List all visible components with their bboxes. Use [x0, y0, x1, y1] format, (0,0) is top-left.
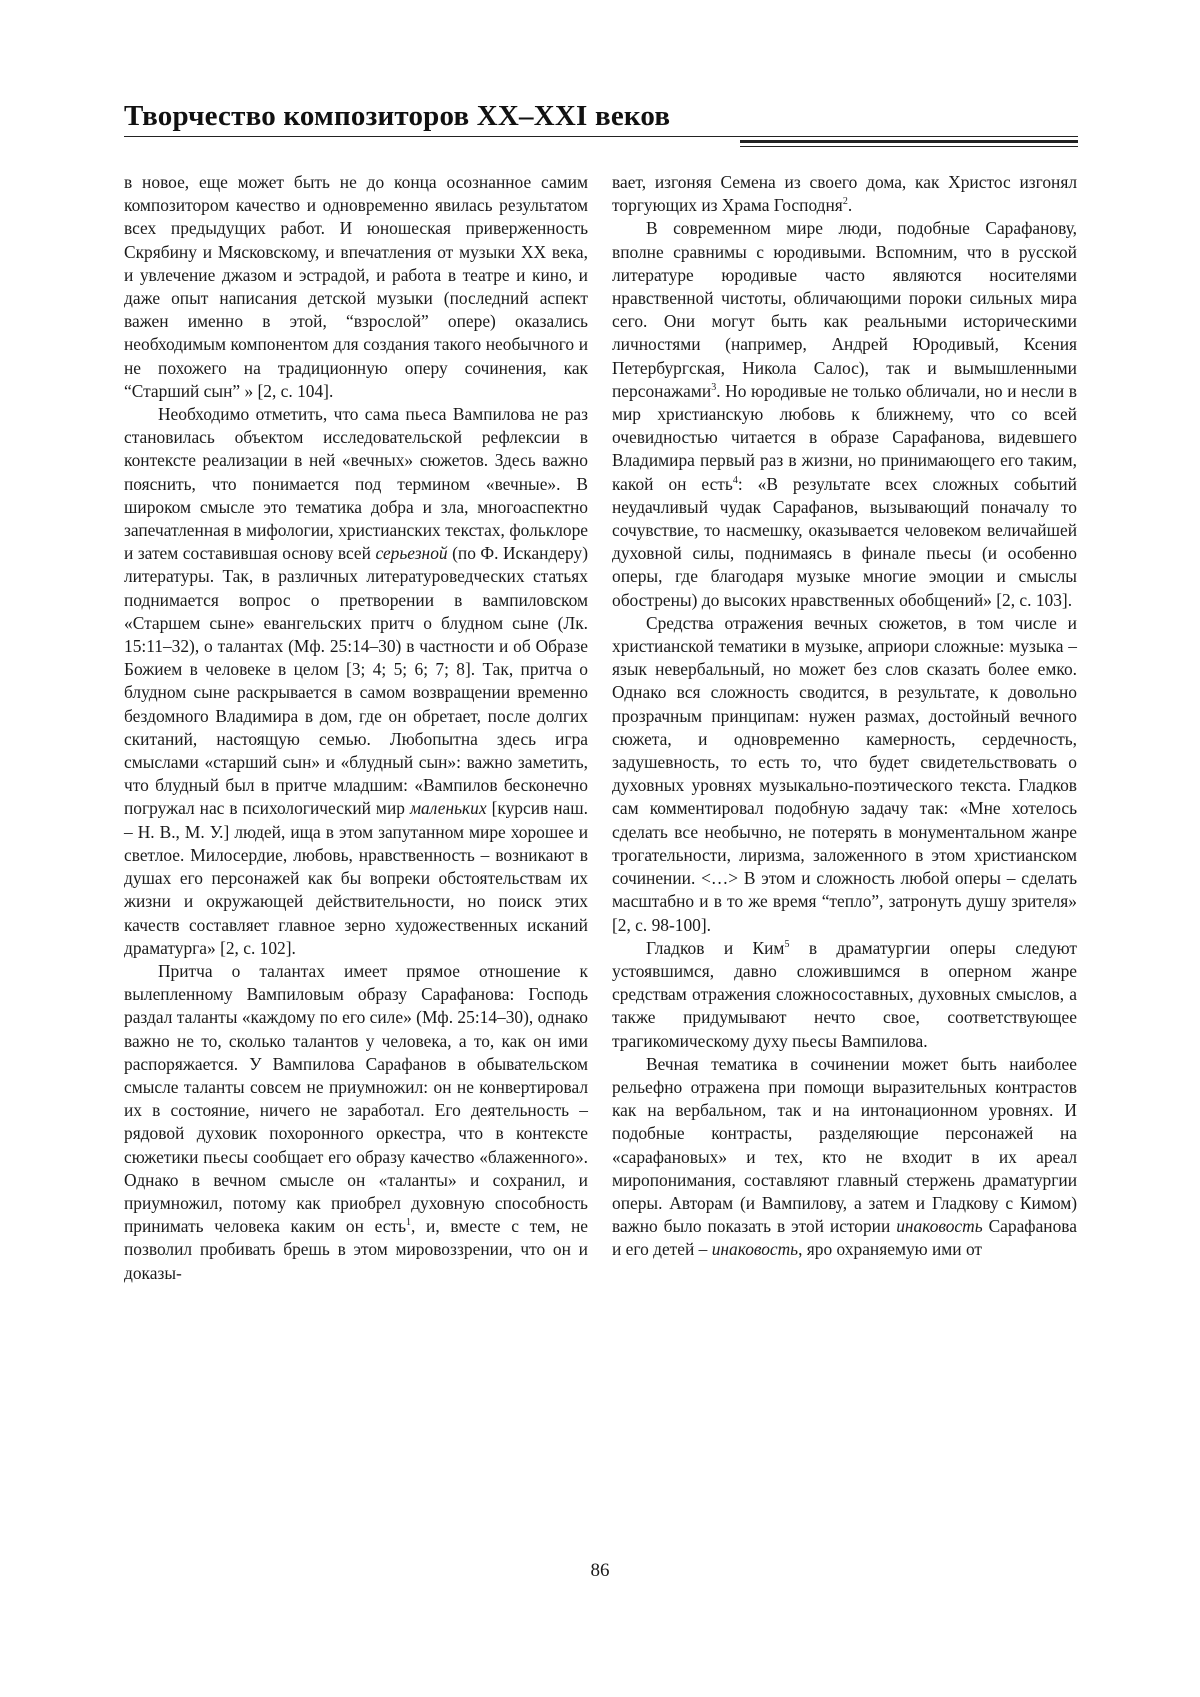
paragraph: в новое, еще может быть не до конца осознанное самим композитором качество и одновременно явилась результатом всех предыдущих работ. И юношеская приверженность Скрябину и Мясковскому, и впечатления от музыки XX века, и увлечение джазом и эстрадой, и работа в театре и кино, и даже опыт написания детской музыки (последний аспект важен именно в этой, “взрослой” опере) оказались необходимым компонентом для создания такого необычного и не похожего на традиционную оперу сочинения, как “Старший сын” » [2, с. 104]. — [124, 172, 588, 401]
footnote-marker: 2 — [842, 196, 848, 208]
paragraph: Вечная тематика в сочинении может быть наиболее рельефно отражена при помощи выразительных контрастов как на вербальном, так и на интонационном уровнях. И подобные контрасты, разделяющие персонажей на «сарафановых» и тех, кто не входит в их ареал миропонимания, составляют главный стержень драматургии оперы. Авторам (и Вампилову, а затем и Гладкову с Кимом) важно было показать в этой истории инаковость Сарафанова и его детей – инаковость, яро охраняемую ими от — [612, 1053, 1077, 1260]
italic-emphasis: серьезной — [375, 543, 448, 564]
right-column — [612, 171, 1077, 1262]
paragraph: Средства отражения вечных сюжетов, в том числе и христианской тематики в музыке, априори сложные: музыка – язык невербальный, но может без слов сказать более емко. Однако вся сложность сводится, в результате, к довольно прозрачным принципам: нужен размах, достойный вечного сюжета, и одновременно камерность, сердечность, задушевность, то есть то, что будет свидетельствовать о духовных уровнях музыкально-поэтического текста. Гладков сам комментировал подобную задачу так: «Мне хотелось сделать все необычно, не потерять в монументальном жанре трогательности, лиризма, заложенного в этом христианском сочинении. <…> В этом и сложность любой оперы – сделать масштабно и в то же время “тепло”, затронуть душу зрителя» [2, с. 98-100]. — [612, 612, 1077, 935]
footnote-marker: 5 — [784, 938, 790, 950]
footnote-marker: 3 — [711, 382, 717, 394]
paragraph: Притча о талантах имеет прямое отношение к вылепленному Вампиловым образу Сарафанова: Господь раздал таланты «каждому по его силе» (Мф. 25:14–30), однако важно не то, сколько талантов у человека, а то, как он ими распоряжается. У Вампилова Сарафанов в обывательском смысле таланты совсем не приумножил: он не конвертировал их в состояние, ничего не заработал. Его деятельность – рядовой духовик похоронного оркестра, что в контексте сюжетики пьесы сообщает его образу качество «блаженного». Однако в вечном смысле он «таланты» и сохранил, и приумножил, потому как приобрел духовную способность принимать человека каким он есть$^1$, и, вместе с тем, не позволил пробивать брешь в этом мировоззрении, что он и доказы- — [124, 960, 588, 1283]
footnote-marker: 1 — [406, 1217, 412, 1229]
paragraph: Необходимо отметить, что сама пьеса Вампилова не раз становилась объектом исследовательской рефлексии в контексте реализации в ней «вечных» сюжетов. Здесь важно пояснить, что понимается под термином «вечные». В широком смысле это тематика добра и зла, многоаспектно запечатленная в мифологии, христианских текстах, фольклоре и затем составившая основу всей серьезной (по Ф. Искандеру) литературы. Так, в различных литературоведческих статьях поднимается вопрос о претворении в вампиловском «Старшем сыне» евангельских притч о блудном сыне (Лк. 15:11–32), о талантах (Мф. 25:14–30) в частности и об Образе Божием в человеке в целом [3; 4; 5; 6; 7; 8]. Так, притча о блудном сыне раскрывается в самом возвращении временно бездомного Владимира в дом, где он обретает, после долгих скитаний, настоящую семью. Любопытна здесь игра смыслами «старший сын» и «блудный сын»: важно заметить, что блудный был в притче младшим: «Вампилов бесконечно погружал нас в психологический мир маленьких [курсив наш. – Н. В., М. У.] людей, ища в этом запутанном мире хорошее и светлое. Милосердие, любовь, нравственность – возникают в душах его персонажей как бы вопреки обстоятельствам их жизни и окружающей действительности, но поиск этих качеств составляет главное зерно художественных исканий драматурга» [2, с. 102]. — [124, 404, 588, 958]
italic-emphasis: инаковость — [711, 1239, 799, 1260]
header-rule-thin-full — [124, 136, 1078, 137]
header-rule-thin — [740, 146, 1078, 147]
left-column — [124, 171, 588, 1285]
header-rule-thick — [740, 140, 1078, 143]
italic-emphasis: инаковость — [896, 1216, 983, 1237]
paragraph: Гладков и Ким$^5$ в драматургии оперы следуют устоявшимся, давно сложившимся в оперном жанре средствам отражения сложносоставных, духовных смыслов, а также придумывают нечто свое, соответствующее трагикомическому духу пьесы Вампилова. — [612, 937, 1077, 1051]
paragraph: В современном мире люди, подобные Сарафанову, вполне сравнимы с юродивыми. Вспомним, что в русской литературе юродивые часто являются носителями нравственной чистоты, обличающими пороки сильных мира сего. Они могут быть как реальными историческими личностями (например, Андрей Юродивый, Ксения Петербургская, Никола Салос), так и вымышленными персонажами$^3$. Но юродивые не только обличали, но и несли в мир христианскую любовь к ближнему, что со всей очевидностью читается в образе Сарафанова, видевшего Владимира первый раз в жизни, но принимающего его таким, какой он есть$^4$: «В результате всех сложных событий неудачливый чудак Сарафанов, вызывающий поначалу то сочувствие, то насмешку, оказывается человеком величайшей духовной силы, поднимаясь в финале пьесы (и особенно оперы, где благодаря музыке многие эмоции и смыслы обострены) до высоких нравственных обобщений» [2, с. 103]. — [612, 218, 1077, 610]
footnote-marker: 4 — [732, 474, 738, 486]
paragraph: вает, изгоняя Семена из своего дома, как Христос изгонял торгующих из Храма Господня$^2$. — [612, 172, 1077, 216]
italic-emphasis: маленьких — [409, 798, 487, 819]
running-header-title: Творчество композиторов XX–XXI веков — [124, 100, 671, 132]
page-number: 86 — [590, 1560, 610, 1581]
